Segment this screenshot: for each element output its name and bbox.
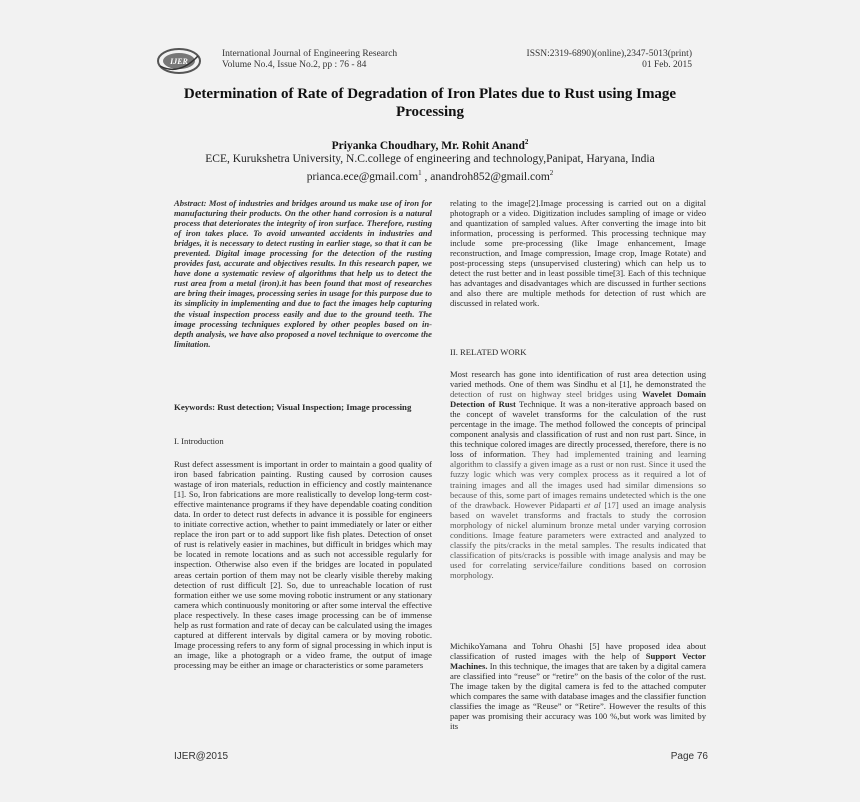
journal-volume: Volume No.4, Issue No.2, pp : 76 - 84 [222, 60, 367, 70]
journal-header [222, 49, 397, 71]
section-heading-related-work: II. RELATED WORK [450, 347, 527, 357]
related-text-g: [17] used an image analysis based on wavelet transforms and fractals to study the corrosion morphology of nickel aluminum bronze metal under varying corrosion conditions. Image feature parameters were extracted and analyzed to classify the pits/cracks in the metal samples. The results indicated that classification of pits/cracks is possible with image analysis and may be used for correlating service/failure conditions based on corrosion morphology. [450, 499, 706, 580]
journal-name: International Journal of Engineering Research [222, 49, 398, 59]
right-paragraph-1: relating to the image[2].Image processing is carried out on a digital photograph or a video. Digitization includes sampling of image or video and quantization of sampled values. After converting the image into bit information, processing is performed. This processing technique may include some pre-processing (like Image enhancement, Image reconstruction, and Image compression, Image crop, Image Rotate) and post-processing steps (unsupervised clustering) which can help us to detect the rust better and in least possible time[3]. Each of this technique has advantages and disadvantages which are discussed in further sections and also there are multiple methods for detection of rust which are discussed in related work. [450, 198, 706, 309]
abstract: Abstract: Most of industries and bridges around us make use of iron for manufacturing their products. On the other hand corrosion is a natural process that deteriorates the integrity of iron surface. Therefore, rusting of iron takes place. To avoid unwanted accidents in industries and bridges, it is necessary to detect rusting in earlier stage, so that it can be prevented. Digital image processing for the detection of the rusting provides fast, accurate and objectives results. In this research paper, we have done a systematic review of algorithms that help us to detect the rust area from a metal (iron).it has been found that most of researches are bring their images, processing series in usage for this purpose due to its simplicity in implementing and due to fact the images help capturing the visual inspection process easily and due to the ground teeth. The image processing techniques explored by other peoples based on in-depth analysis, we have also proposed a novel technique to overcome the limitation. [174, 198, 432, 349]
author-names: Priyanka Choudhary, Mr. Rohit Anand [331, 139, 525, 152]
related-text-e: They had implemented training and learning algorithm to classify a given image as a rust or non rust. Since it used the fuzzy logic which was very complex process as it required a lot of training images and all the images used had similar dimensions so because of this, some part of images remains undetected which is the one of the drawback. However Pidaparti [450, 449, 707, 510]
journal-issn: ISSN:2319-6890)(online),2347-5013(print) [526, 49, 692, 59]
footer-copyright: IJER@2015 [174, 751, 229, 762]
email-2: anandroh852@gmail.com [430, 170, 550, 183]
svg-text:IJER: IJER [170, 57, 188, 66]
related-text-etal: et al [584, 499, 601, 510]
related-bold-method: Wavelet Domain Detection of Rust [450, 389, 706, 410]
svm-bold: Support Vector Machines. [450, 651, 706, 672]
email-1-sup: 1 [418, 169, 422, 177]
svm-paragraph [450, 641, 706, 731]
email-separator: , [421, 170, 431, 183]
related-work-text [450, 369, 706, 580]
related-text-d: Technique. It was a non-iterative approach based on the concept of wavelet transforms for the calculation of the rust percentage in the image. The method followed the concepts of principal component analysis and classification of rust and non rust part. Since, in this technique colored images are directly processed, therefore, there is no loss of information. [450, 399, 706, 460]
footer-page-number: Page 76 [670, 751, 708, 762]
section-heading-introduction: I. Introduction [174, 436, 224, 446]
svm-text-a: MichikoYamana and Tohru Ohashi [5] have proposed idea about classification of rusted images with the help of [450, 641, 706, 662]
related-text-b: the detection of rust on highway steel bridges using [450, 379, 706, 400]
email-1: prianca.ece@gmail.com [306, 170, 419, 183]
paper-title: Determination of Rate of Degradation of Iron Plates due to Rust using Image Processing [183, 86, 677, 120]
email-2-sup: 2 [549, 169, 554, 177]
journal-header-right [527, 49, 692, 71]
journal-logo-icon [156, 46, 202, 76]
affiliation-line: ECE, Kurukshetra University, N.C.college of engineering and technology,Panipat, Haryana, India [205, 153, 655, 165]
keywords: Keywords: Rust detection; Visual Inspection; Image processing [174, 402, 412, 412]
journal-date: 01 Feb. 2015 [642, 60, 692, 70]
related-text-a: Most research has gone into identification of rust area detection using varied methods. One of them was Sindhu et al [1], he demonstrated [450, 369, 706, 390]
svm-text-c: In this technique, the images that are taken by a digital camera are classified into “reuse” or “retire” on the basis of the color of the rust. The image taken by the digital camera is fed to the attached computer which compares the same with database images and the classifier function classifies the image as “Reuse” or “Retire”. However the results of this paper was promising their accuracy was 100 %,but work was limited by its [450, 661, 706, 732]
author-affiliation [160, 152, 700, 184]
author-emails [160, 166, 700, 184]
author-sup: 2 [524, 138, 529, 146]
paper-authors [160, 138, 700, 152]
introduction-text: Rust defect assessment is important in order to maintain a good quality of iron based fabrication painting. Rusting caused by corrosion causes wastage of iron materials, reduction in efficiency and costly maintenance [1]. So, Iron fabrications are more realistically to develop long-term cost-effective maintenance programs if they have dependable coating condition data. In order to detect rust defects in advance it is possible for engineers to initiate corrective action, whether to paint immediately or later or either replace the iron part or to add support like fish plates. Detection of onset of rust is relatively easier in machines, but difficult in bridges which may be located in remote locations and as such not accessible regularly for inspection. Otherwise also even if the bridges are located in populated areas certain portion of them may not be clearly visible thereby making detection of rust difficult [2]. So, due to unreachable location of rust formation either we use some moving robotic instrument or any stationary camera which continuously monitoring or after some interval the effective place respectively. In these cases image processing can be of immense help as rust formation and rate of decay can be calculated using the images captured at different intervals by digital camera or by moving robotic. Image processing refers to any form of signal processing in which input is an image, like a photograph or a video frame, the output of image processing may be either an image or characteristics or some parameters [174, 459, 432, 670]
